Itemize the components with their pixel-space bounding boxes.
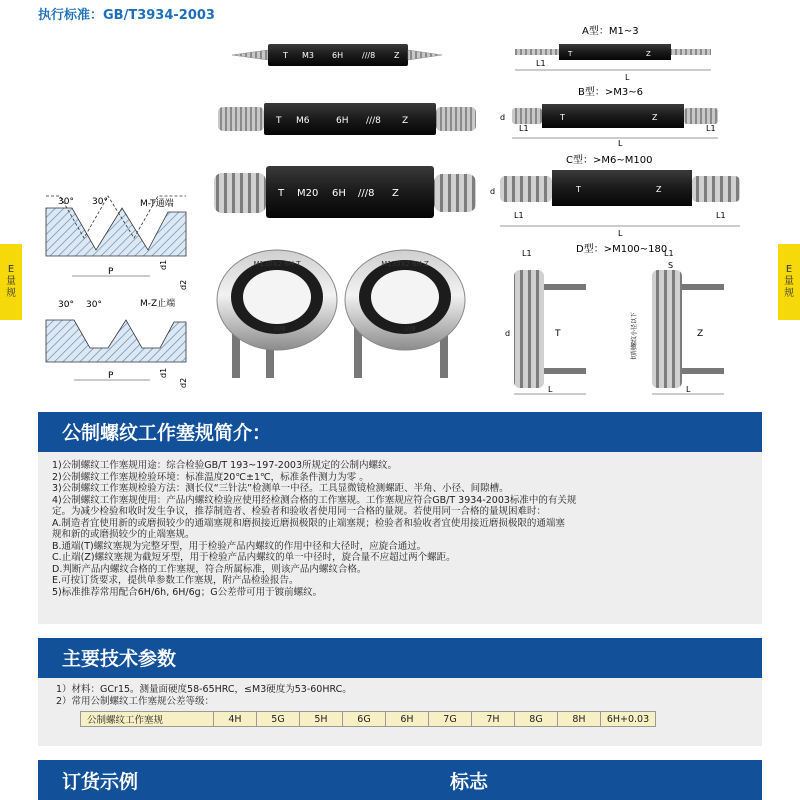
type-label: A型：M1~3 bbox=[582, 26, 639, 37]
table-cell: 5G bbox=[257, 712, 300, 727]
dim-label: L1 bbox=[522, 249, 532, 258]
angle-label: 30° bbox=[58, 197, 74, 207]
type-c-drawing bbox=[490, 153, 740, 238]
side-tab-char: 量 bbox=[6, 276, 16, 287]
ring-bottom-label: ///8 bbox=[274, 325, 286, 333]
intro-line: 定。为减少检验和收时发生争议，推荐制造者、检验者和验收者使用同一合格的量规。若使用同一合格的量规困难时： bbox=[52, 506, 547, 517]
svg-text:Z: Z bbox=[656, 185, 662, 194]
pitch-label: P bbox=[108, 371, 114, 381]
intro-line: 1)公制螺纹工作塞规用途：综合检验GB/T 193~197-2003所规定的公制内螺纹。 bbox=[52, 460, 397, 471]
intro-header bbox=[38, 412, 762, 452]
dim-label: L bbox=[686, 385, 691, 394]
dim-label: L1 bbox=[536, 59, 546, 68]
table-row bbox=[81, 712, 656, 727]
type-b-drawing bbox=[500, 85, 718, 148]
type-d-drawing bbox=[505, 242, 724, 394]
dim-label: L1 bbox=[706, 124, 716, 133]
ring-gauge-t bbox=[217, 250, 337, 378]
table-cell: 8G bbox=[515, 712, 558, 727]
gauge-label: ///8 bbox=[362, 51, 376, 60]
intro-line: D.判断产品内螺纹合格的工作塞规，符合所属标准，则该产品内螺纹合格。 bbox=[52, 563, 367, 575]
type-label: C型：>M6~M100 bbox=[566, 155, 653, 166]
gauge-large bbox=[214, 166, 476, 218]
type-label: D型：>M100~180 bbox=[576, 244, 668, 255]
gauge-label: Z bbox=[394, 51, 400, 60]
gauge-label: 6H bbox=[336, 116, 349, 126]
profile-mt bbox=[46, 196, 188, 290]
dim-label: d1 bbox=[159, 367, 168, 378]
dim-label: S bbox=[668, 261, 674, 270]
intro-line: 5)标准推荐常用配合6H/6h, 6H/6g；G公差带可用于镀前螺纹。 bbox=[52, 586, 323, 598]
svg-text:Z: Z bbox=[652, 113, 658, 122]
ring-gauge-z bbox=[345, 250, 465, 378]
profile-label: M-Z止端 bbox=[140, 299, 176, 309]
dim-label: Z bbox=[697, 329, 704, 339]
tolerance-table bbox=[80, 711, 656, 727]
gauge-label: T bbox=[283, 51, 288, 60]
dim-label: d2 bbox=[179, 377, 188, 388]
intro-text bbox=[52, 460, 576, 598]
order-title: 订货示例 bbox=[62, 771, 139, 793]
intro-title: 公制螺纹工作塞规简介： bbox=[62, 422, 272, 444]
dim-label: L1 bbox=[519, 124, 529, 133]
ring-top-label: M130X2 6H Z bbox=[381, 260, 429, 268]
intro-section bbox=[38, 412, 762, 624]
side-tab-char: 规 bbox=[6, 288, 16, 299]
profile-mz bbox=[46, 297, 188, 388]
table-cell: 6G bbox=[343, 712, 386, 727]
side-tab-char: 规 bbox=[784, 288, 794, 299]
ring-top-label: M130X2 6H T bbox=[253, 260, 301, 268]
angle-label: 30° bbox=[86, 300, 102, 310]
angle-label: 30° bbox=[58, 300, 74, 310]
dim-label: L bbox=[548, 385, 553, 394]
order-header bbox=[38, 760, 762, 800]
intro-line: 规和新的或磨损较少的止端塞规。 bbox=[52, 529, 195, 540]
params-section bbox=[38, 638, 762, 746]
table-cell: 8H bbox=[558, 712, 601, 727]
dim-label: d bbox=[500, 113, 506, 122]
params-title: 主要技术参数 bbox=[62, 648, 177, 670]
gauge-label: Z bbox=[392, 188, 399, 199]
gauge-label: 6H bbox=[332, 51, 344, 60]
side-tab-char: 量 bbox=[784, 276, 794, 287]
table-cell: 7G bbox=[429, 712, 472, 727]
gauge-label: T bbox=[278, 188, 285, 199]
intro-line: 4)公制螺纹工作塞规使用：产品内螺纹检验应使用经检测合格的工作塞规。工作塞规应符合GB/T 3934-2003标准中的有关规 bbox=[52, 494, 577, 506]
intro-line: 2)公制螺纹工作塞规检验环境：标准温度20℃±1℃，标准条件测力为零 。 bbox=[52, 471, 369, 483]
gauge-label: Z bbox=[402, 116, 409, 126]
mark-title: 标志 bbox=[450, 771, 489, 793]
ring-bottom-label: ///8 bbox=[404, 325, 416, 333]
dim-label: L1 bbox=[664, 249, 674, 258]
dim-label: d1 bbox=[159, 259, 168, 270]
gauge-medium bbox=[218, 103, 476, 135]
intro-line: 3)公制螺纹工作塞规检验方法：测长仪“三针法”检测单一中径。工具显微镜检测螺距、半角、小径、间隙槽。 bbox=[52, 483, 509, 494]
dim-label: d bbox=[490, 187, 496, 196]
intro-line: E.可按订货要求，提供单参数工作塞规，附产品检验报告。 bbox=[52, 575, 299, 586]
side-tab-char: E bbox=[785, 264, 793, 275]
gauge-label: M3 bbox=[302, 51, 314, 60]
dim-label: L bbox=[618, 139, 623, 148]
table-cell: 7H bbox=[472, 712, 515, 727]
gauge-label: M6 bbox=[296, 116, 310, 126]
params-text bbox=[56, 684, 352, 707]
svg-text:T: T bbox=[568, 50, 573, 58]
profile-label: M-T通端 bbox=[140, 199, 174, 209]
gauge-label: ///8 bbox=[366, 116, 381, 126]
gauge-label: T bbox=[276, 116, 282, 126]
gauge-label: M20 bbox=[297, 188, 319, 199]
table-cell: 公制螺纹工作塞规 bbox=[81, 712, 214, 727]
dim-label: d bbox=[505, 329, 511, 338]
table-cell: 6H bbox=[386, 712, 429, 727]
gauge-small bbox=[232, 44, 442, 66]
intro-line: C.止端(Z)螺纹塞规为截短牙型，用于检验产品内螺纹的单一中径时，旋合量不应超过两个螺距。 bbox=[52, 552, 456, 563]
type-label: B型：>M3~6 bbox=[578, 87, 643, 98]
table-cell: 5H bbox=[300, 712, 343, 727]
pitch-label: P bbox=[108, 267, 114, 277]
dim-label: L1 bbox=[716, 211, 726, 220]
dim-label: d2 bbox=[179, 279, 188, 290]
type-a-drawing bbox=[515, 24, 711, 82]
svg-text:Z: Z bbox=[646, 50, 651, 58]
dim-label: L bbox=[625, 73, 630, 82]
angle-label: 30° bbox=[92, 197, 108, 207]
standard-label: 执行标准：GB/T3934-2003 bbox=[38, 8, 215, 23]
gauge-label: 6H bbox=[332, 188, 346, 199]
side-tab-char: E bbox=[7, 264, 15, 275]
dim-label: L bbox=[618, 229, 623, 238]
gauge-label: ///8 bbox=[358, 188, 375, 199]
params-line: 2）常用公制螺纹工作塞规公差等级： bbox=[56, 695, 215, 707]
params-line: 1）材料：GCr15。测量面硬度58-65HRC，≤M3硬度为53-60HRC。 bbox=[56, 684, 352, 695]
table-cell: 4H bbox=[214, 712, 257, 727]
type-d-note: 切削螺纹小径以下 bbox=[631, 311, 638, 360]
svg-text:T: T bbox=[560, 113, 565, 122]
dim-label: T bbox=[555, 329, 561, 339]
dim-label: L1 bbox=[514, 211, 524, 220]
svg-text:T: T bbox=[576, 185, 581, 194]
params-header bbox=[38, 638, 762, 678]
intro-line: B.通端(T)螺纹塞规为完整牙型，用于检验产品内螺纹的作用中径和大径时，应旋合通过。 bbox=[52, 540, 427, 552]
intro-line: A.制造者宜使用新的或磨损较少的通端塞规和磨损接近磨损极限的止端塞规；检验者和验收者宜使用接近磨损极限的通端塞 bbox=[52, 517, 565, 529]
table-cell: 6H+0.03 bbox=[601, 712, 656, 727]
